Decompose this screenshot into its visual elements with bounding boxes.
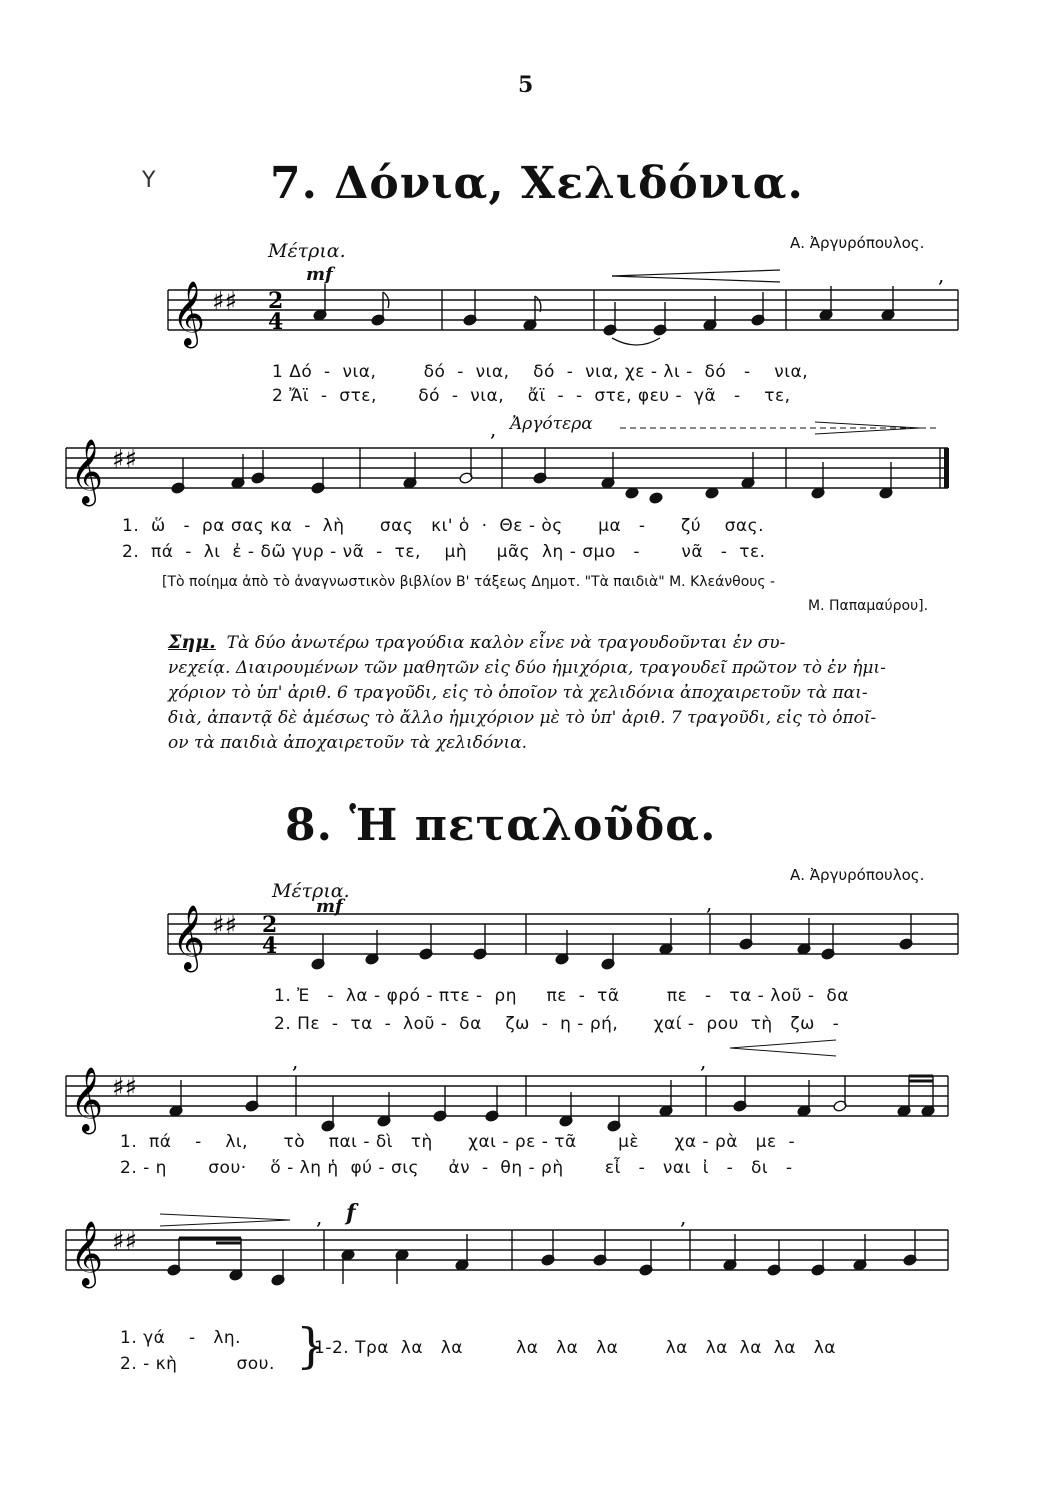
treble-clef-icon: 𝄞 [70,1221,104,1286]
time-sig-bottom: 4 [262,933,278,959]
breath-mark-icon: , [938,263,945,287]
song7-tempo: Μέτρια. [268,240,346,262]
breath-mark-icon: , [680,1205,687,1229]
song7-staff2-lyrics-2: 2. πά - λι ἐ - δῶ γυρ - νᾶ - τε, μὴ μᾶς λη - σμο - νᾶ - τε. [122,542,766,562]
song8-staff1-lyrics-1: 1. Ἐ - λα - φρό - πτε - ρη πε - τᾶ πε - τα - λοῦ - δα [274,986,849,1006]
brace-icon: } [296,1318,327,1374]
song7-dynamic: mf [306,264,333,285]
song8-staff-3 [0,1205,1060,1314]
sharp-icon: ♯♯ [112,1227,138,1257]
treble-clef-icon: 𝄞 [172,281,206,346]
song8-tempo: Μέτρια. [272,880,350,902]
breath-mark-icon: , [490,417,497,441]
song8-dynamic: mf [316,896,343,917]
sharp-icon: ♯♯ [112,1073,138,1103]
song7-title: 7. Δόνια, Χελιδόνια. [270,158,804,209]
remark-paragraph [168,630,908,756]
treble-clef-icon: 𝄞 [172,905,206,970]
song7-source-line-2: Μ. Παπαμαύρου]. [808,598,929,614]
song8-staff1-lyrics-2: 2. Πε - τα - λοῦ - δα ζω - η - ρή, χαί - ρου τὴ ζω - [274,1014,840,1034]
final-barline [944,448,949,488]
time-sig-top: 2 [268,288,284,314]
song7-staff1-lyrics-1: 1 Δό - νια, δό - νια, δό - νια, χε - λι - δό - νια, [272,362,809,382]
treble-clef-icon: 𝄞 [70,439,104,504]
song8-composer: Α. Ἀργυρόπουλος. [790,866,925,884]
remark-text-1: Τὰ δύο ἀνωτέρω τραγούδια καλὸν εἶνε νὰ τραγουδοῦνται ἐν συ- [226,633,786,653]
song7-staff1-lyrics-2: 2 Ἄϊ - στε, δό - νια, ἄϊ - - στε, φευ - γᾶ - τε, [272,386,791,406]
page-number: 5 [518,72,534,98]
treble-clef-icon: 𝄞 [70,1067,104,1132]
remark-line-3: χόριον τὸ ὑπ' ἀριθ. 6 τραγοῦδι, εἰς τὸ ὁποῖον τὰ χελιδόνια ἀποχαιρετοῦν τὰ παι- [168,683,868,703]
sharp-icon: ♯♯ [112,445,138,475]
song8-staff2-lyrics-2: 2. - η σου· ὅ - λη ἡ φύ - σις ἀν - θη - ρὴ εἶ - ναι ἰ - δι - [120,1158,793,1178]
sharp-icon: ♯♯ [212,287,238,317]
time-sig-top: 2 [262,912,278,938]
song7-source-line-1: [Τὸ ποίημα ἀπὸ τὸ ἀναγνωστικὸν βιβλίον Β' τάξεως Δημοτ. "Τὰ παιδιὰ" Μ. Κλεάνθους - [162,574,776,590]
breath-mark-icon: , [706,891,713,915]
sharp-icon: ♯♯ [212,911,238,941]
song7-composer: Α. Ἀργυρόπουλος. [790,234,925,252]
breath-mark-icon: , [316,1205,323,1229]
margin-mark: Y [142,168,156,193]
song8-staff3-lyrics-1: 1. γά - λη. [120,1328,242,1348]
song8-forte: f [346,1200,356,1226]
time-sig-bottom: 4 [268,309,284,335]
remark-label: Σημ. [168,631,216,653]
song7-tempo-change: Ἀργότερα [510,414,593,434]
breath-mark-icon: , [292,1049,299,1073]
song7-staff2-lyrics-1: 1. ὥ - ρα σας κα - λὴ σας κι' ὁ · Θε - ὸς μα - ζύ σας. [122,516,765,536]
remark-line-5: ον τὰ παιδιὰ ἀποχαιρετοῦν τὰ χελιδόνια. [168,733,528,753]
breath-mark-icon: , [700,1049,707,1073]
song8-refrain: 1-2. Τρα λα λα λα λα λα λα λα λα λα λα [314,1338,836,1358]
remark-line-4: διὰ, ἀπαντᾷ δὲ ἀμέσως τὸ ἄλλο ἡμιχόριον μὲ τὸ ὑπ' ἀριθ. 7 τραγοῦδι, εἰς τὸ ὁποῖ- [168,708,877,728]
song8-staff3-lyrics-2: 2. - κὴ σου. [120,1354,275,1374]
remark-line-2: νεχείᾳ. Διαιρουμένων τῶν μαθητῶν εἰς δύο ἡμιχόρια, τραγουδεῖ πρῶτον τὸ ἐν ἡμι- [168,658,886,678]
song8-title: 8. Ἡ πεταλοῦδα. [285,800,717,851]
song8-staff2-lyrics-1: 1. πά - λι, τὸ παι - δὶ τὴ χαι - ρε - τᾶ μὲ χα - ρὰ με - [120,1132,796,1152]
song7-staff-1 [0,263,1060,370]
remark-line-1 [168,630,908,656]
